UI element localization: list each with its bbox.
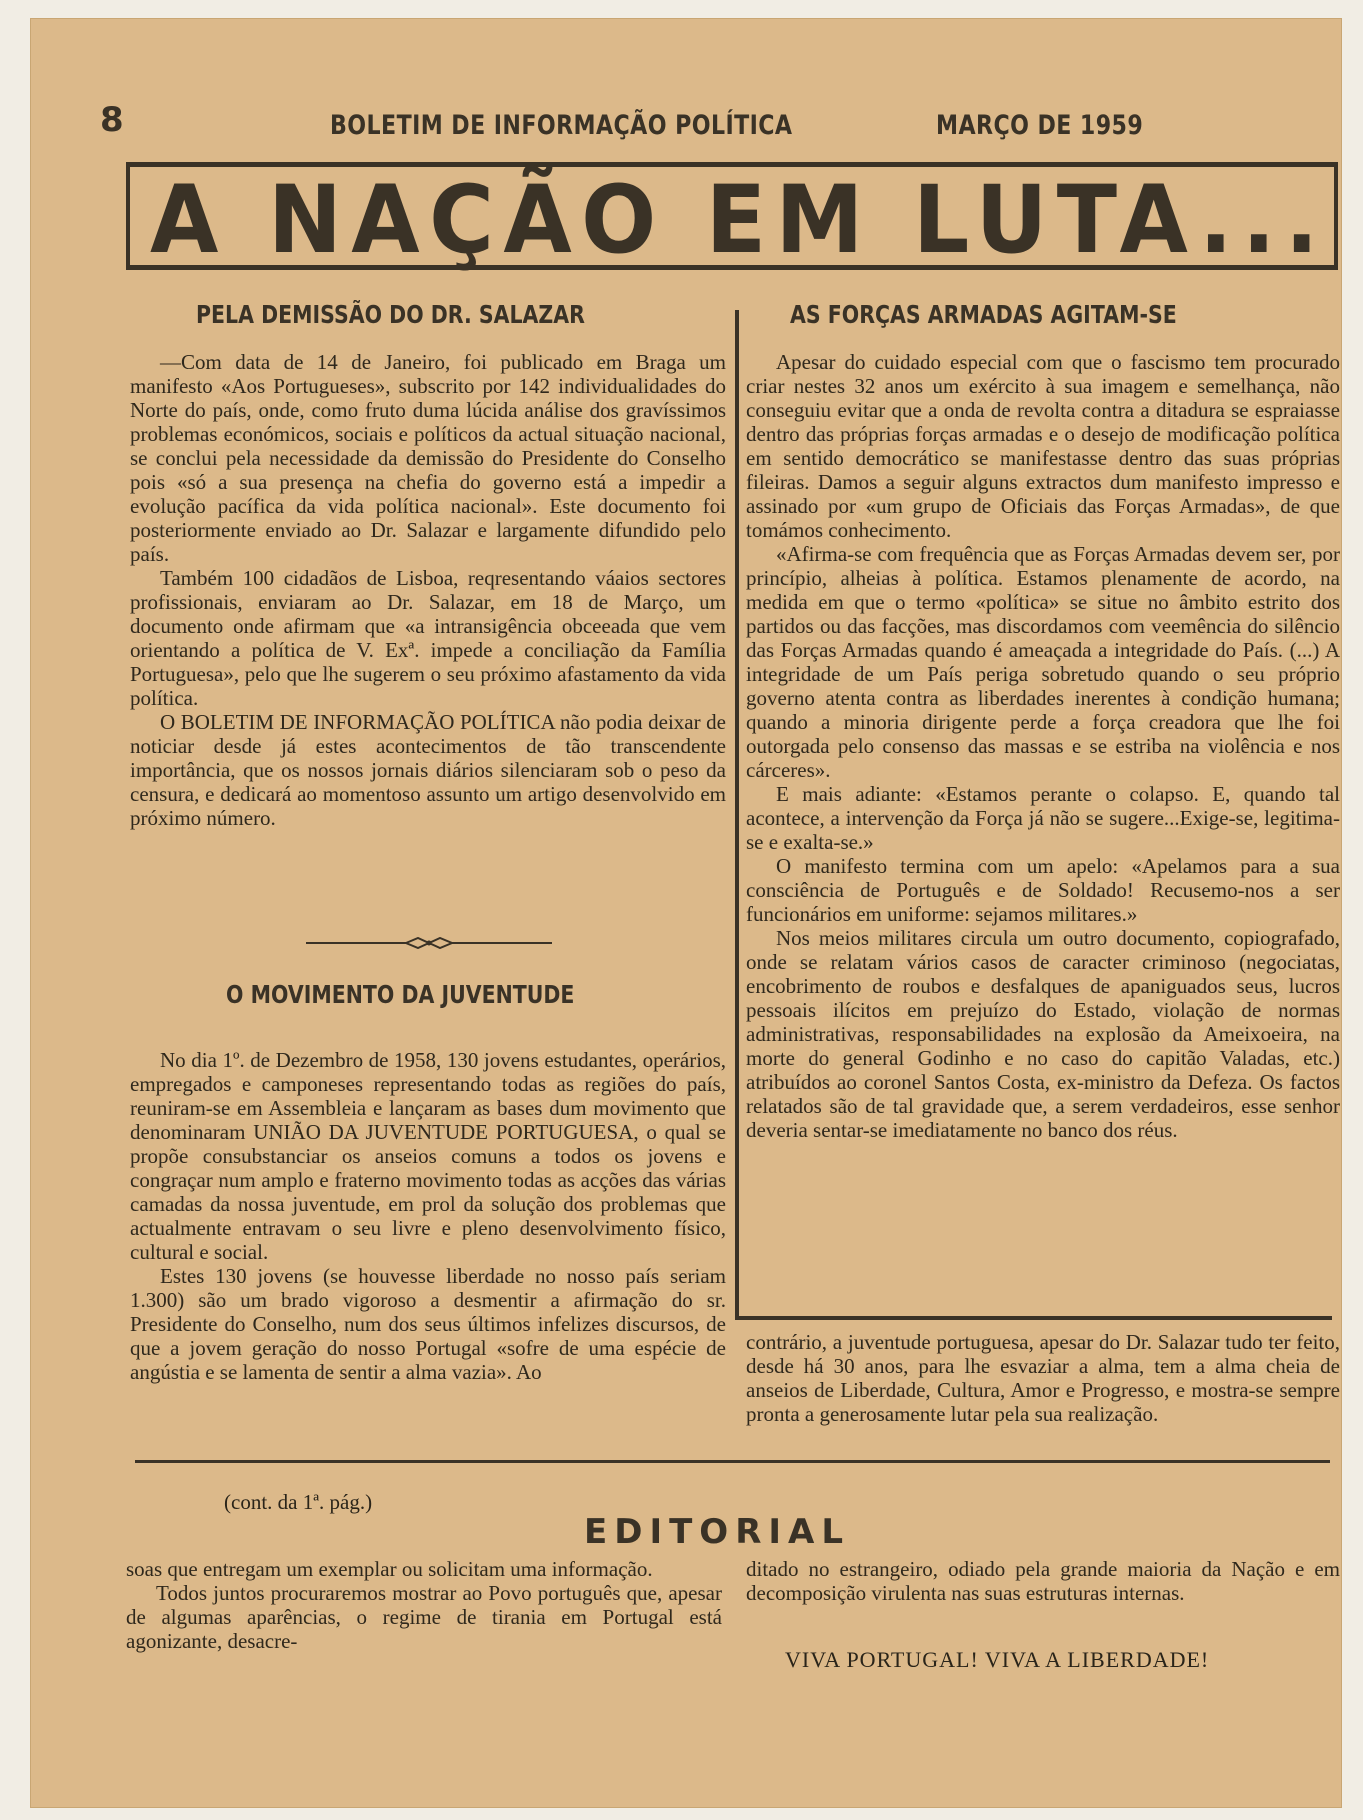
editorial-divider: [135, 1460, 1330, 1463]
section-divider: [735, 1316, 1332, 1320]
paragraph: O manifesto termina com um apelo: «Apelamos para a sua consciência de Português e de Soldado! Recusemo-nos a ser funcionários em uniforme: sejamos militares.»: [746, 854, 1340, 926]
paragraph: Todos juntos procuraremos mostrar ao Povo português que, apesar de algumas aparências, o regime de tirania em Portugal está agonizante, desacre-: [126, 1581, 722, 1653]
page-number: 8: [100, 100, 125, 140]
paragraph: Também 100 cidadãos de Lisboa, reqresentando váaios sectores profissionais, enviaram ao Dr. Salazar, em 18 de Março, um documento onde afirmam que «a intransigência obceeada que vem orientando a política de V. Exª. impede a conciliação da Família Portuguesa», pelo que lhe sugerem o seu próximo afastamento da vida política.: [130, 566, 726, 710]
editorial-right: [746, 1557, 1340, 1605]
heading-forcas: AS FORÇAS ARMADAS AGITAM-SE: [790, 300, 1177, 329]
masthead-title: A NAÇÃO EM LUTA...: [150, 166, 1328, 275]
column-divider: [735, 310, 739, 1320]
paragraph: —Com data de 14 de Janeiro, foi publicado em Braga um manifesto «Aos Portugueses», subscrito por 142 individualidades do Norte do país, onde, como fruto duma lúcida análise dos gravíssimos problemas económicos, sociais e políticos da actual situação nacional, se conclui pela necessidade da demissão do Presidente do Conselho pois «só a sua presença na chefia do governo está a impedir a evolução pacífica da vida política nacional». Este documento foi posteriormente enviado ao Dr. Salazar e largamente difundido pelo país.: [130, 350, 726, 566]
paragraph: Nos meios militares circula um outro documento, copiografado, onde se relatam vários casos de caracter criminoso (negociatas, encobrimento de roubos e desfalques de apaniguados seus, lucros pessoais ilícitos em prejuízo do Estado, violação de normas administrativas, responsabilidades na explosão da Ameixoeira, na morte do general Godinho e no caso do capitão Valadas, etc.) atribuídos ao coronel Santos Costa, ex-ministro da Defeza. Os factos relatados são de tal gravidade que, a serem verdadeiros, esse senhor deveria sentar-se imediatamente no banco dos réus.: [746, 926, 1340, 1142]
paragraph: O BOLETIM DE INFORMAÇÃO POLÍTICA não podia deixar de noticiar desde já estes acontecimentos de tão transcendente importância, que os nossos jornais diários silenciaram sob o peso da censura, e dedicará ao momentoso assunto um artigo desenvolvido em próximo número.: [130, 710, 726, 830]
paragraph: Apesar do cuidado especial com que o fascismo tem procurado criar nestes 32 anos um exército à sua imagem e semelhança, não conseguiu evitar que a onda de revolta contra a ditadura se espraiasse dentro das próprias forças armadas e o desejo de modificação política em sentido democrático se manifestasse dentro das suas próprias fileiras. Damos a seguir alguns extractos dum manifesto impresso e assinado por «um grupo de Oficiais das Forças Armadas», de que tomámos conhecimento.: [746, 350, 1340, 542]
closing-slogan: VIVA PORTUGAL! VIVA A LIBERDADE!: [785, 1647, 1210, 1672]
bulletin-name: BOLETIM DE INFORMAÇÃO POLÍTICA: [330, 110, 793, 141]
continued-note: (cont. da 1ª. pág.): [224, 1490, 373, 1514]
article-forcas: [746, 350, 1340, 1142]
editorial-heading: EDITORIAL: [584, 1512, 851, 1552]
article-juventude-continued: [746, 1330, 1340, 1426]
paragraph: Estes 130 jovens (se houvesse liberdade no nosso país seriam 1.300) são um brado vigoroso a desmentir a afirmação do sr. Presidente do Conselho, num dos seus últimos infelizes discursos, de que a jovem geração do nosso Portugal «sofre de uma espécie de angústia e se lamenta de sentir a alma vazia». Ao: [130, 1264, 726, 1384]
paragraph: No dia 1º. de Dezembro de 1958, 130 jovens estudantes, operários, empregados e camponeses representando todas as regiões do país, reuniram-se em Assembleia e lançaram as bases dum movimento que denominaram UNIÃO DA JUVENTUDE PORTUGUESA, o qual se propõe consubstanciar os anseios comuns a todos os jovens e congraçar num amplo e fraterno movimento todas as acções das várias camadas da nossa juventude, em prol da solução dos problemas que actualmente entravam o seu livre e pleno desenvolvimento físico, cultural e social.: [130, 1048, 726, 1264]
article-demissao: [130, 350, 726, 830]
paragraph: contrário, a juventude portuguesa, apesar do Dr. Salazar tudo ter feito, desde há 30 anos, para lhe esvaziar a alma, tem a alma cheia de anseios de Liberdade, Cultura, Amor e Progresso, e mostra-se sempre pronta a generosamente lutar pela sua realização.: [746, 1330, 1340, 1426]
issue-date: MARÇO DE 1959: [936, 110, 1144, 141]
editorial-left: [126, 1557, 722, 1653]
paragraph: ditado no estrangeiro, odiado pela grande maioria da Nação e em decomposição virulenta nas suas estruturas internas.: [746, 1557, 1340, 1605]
heading-demissao: PELA DEMISSÃO DO DR. SALAZAR: [196, 300, 585, 329]
article-juventude: [130, 1048, 726, 1384]
heading-juventude: O MOVIMENTO DA JUVENTUDE: [226, 980, 575, 1009]
ornament-icon: [306, 937, 552, 949]
ornament-divider: [306, 936, 552, 948]
paragraph: «Afirma-se com frequência que as Forças Armadas devem ser, por princípio, alheias à política. Estamos plenamente de acordo, na medida em que o termo «política» se situe no âmbito estrito dos partidos ou das facções, mas discordamos com veemência do silêncio das Forças Armadas quando é ameaçada a integridade do País. (...) A integridade de um País periga sobretudo quando o seu próprio governo atenta contra as liberdades inerentes à condição humana; quando a minoria dirigente perde a força creadora que lhe foi outorgada pelo consenso das massas e se estriba na violência e nos cárceres».: [746, 542, 1340, 782]
paragraph: E mais adiante: «Estamos perante o colapso. E, quando tal acontece, a intervenção da Força já não se sugere...Exige-se, legitima-se e exalta-se.»: [746, 782, 1340, 854]
paragraph: soas que entregam um exemplar ou solicitam uma informação.: [126, 1557, 653, 1581]
